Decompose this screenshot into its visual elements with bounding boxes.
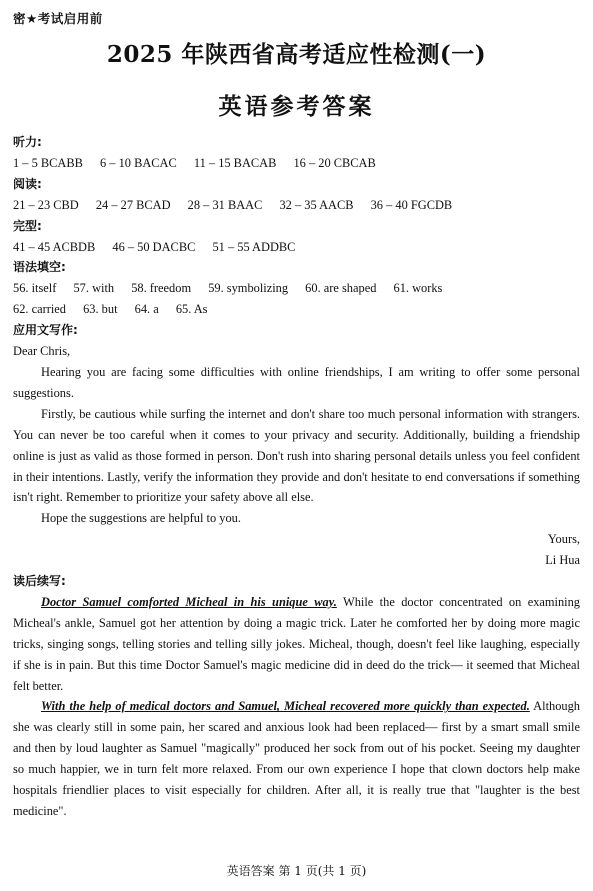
letter-closing: Yours, bbox=[547, 532, 580, 547]
listening-heading: 听力: bbox=[13, 135, 42, 149]
grammar-answer: 63. but bbox=[83, 302, 118, 317]
answer-group: 46 – 50 DACBC bbox=[112, 239, 196, 254]
continuation-heading: 读后续写: bbox=[13, 574, 66, 589]
grammar-answer: 60. are shaped bbox=[305, 281, 377, 296]
page-subtitle: 英语参考答案 bbox=[218, 94, 375, 120]
answer-group: 51 – 55 ADDBC bbox=[212, 239, 296, 254]
grammar-answer: 57. with bbox=[73, 281, 115, 296]
answer-group: 6 – 10 BACAC bbox=[100, 155, 177, 170]
continuation-paragraph bbox=[13, 696, 580, 821]
letter-paragraph: Hope the suggestions are helpful to you. bbox=[41, 511, 241, 526]
topic-sentence: Doctor Samuel comforted Micheal in his unique way. bbox=[41, 594, 337, 609]
answer-group: 32 – 35 AACB bbox=[279, 197, 354, 212]
grammar-answer: 64. a bbox=[134, 302, 159, 317]
letter-signature: Li Hua bbox=[545, 553, 580, 568]
topic-sentence: With the help of medical doctors and Samuel, Micheal recovered more quickly than expected. bbox=[41, 699, 530, 714]
answer-group: 11 – 15 BACAB bbox=[193, 155, 277, 170]
grammar-answers-row2 bbox=[13, 299, 580, 320]
reading-heading: 阅读: bbox=[13, 176, 42, 191]
answer-group: 24 – 27 BCAD bbox=[95, 197, 171, 212]
grammar-answers-row1 bbox=[13, 278, 580, 299]
continuation-paragraph bbox=[13, 592, 580, 697]
secret-mark: 密★考试启用前 bbox=[13, 11, 103, 26]
grammar-answer: 58. freedom bbox=[131, 281, 192, 296]
grammar-answer: 62. carried bbox=[13, 302, 66, 317]
page-title: 2025 年陕西省高考适应性检测(一) bbox=[106, 41, 487, 68]
answer-group: 28 – 31 BAAC bbox=[187, 197, 263, 212]
grammar-answer: 61. works bbox=[393, 281, 443, 296]
paragraph-body: Although she was clearly still in some pain, her scared and anxious look had been replaced— first by a smart small smile and then by loud laughter as Samuel "magically" produced her sock from out of his pocket. Seeing my daughter so much happier, we in turn felt more relaxed. From our own experience I hope that clown doctors help make hospitals friendlier places to visit especially for children. After all, it is really true that "laughter is the best medicine". bbox=[13, 699, 580, 818]
reading-answers bbox=[13, 195, 580, 216]
grammar-answer: 65. As bbox=[175, 302, 208, 317]
grammar-answer: 59. symbolizing bbox=[208, 281, 289, 296]
listening-answers bbox=[13, 153, 580, 174]
page-footer: 英语答案 第 1 页(共 1 页) bbox=[226, 864, 367, 878]
grammar-heading: 语法填空: bbox=[13, 260, 66, 275]
letter-paragraph: Firstly, be cautious while surfing the internet and don't share too much personal information with strangers. You can never be too careful when it comes to your privacy and security. Additionally, building a friendship online is just as valid as those formed in person. Don't rush into sharing personal details unless you feel confident in their intentions. Lastly, verify the information they provide and don't hesitate to end conversations if something isn't right. Remember to prioritize your safety above all else. bbox=[13, 406, 580, 505]
cloze-answers bbox=[13, 237, 580, 258]
paragraph-body: While the doctor concentrated on examining Micheal's ankle, Samuel got her attention by doing a magic trick. Later he comforted her by doing more magic tricks, singing songs, telling stories and telling silly jokes. Micheal, though, doesn't feel like laughing, especially if she is in pain. But this time Doctor Samuel's magic medicine did in deed do the trick— it seemed that Micheal felt better. bbox=[13, 594, 580, 693]
answer-group: 36 – 40 FGCDB bbox=[370, 197, 453, 212]
writing-heading: 应用文写作: bbox=[13, 323, 78, 338]
grammar-answer: 56. itself bbox=[13, 281, 57, 296]
answer-group: 41 – 45 ACBDB bbox=[13, 239, 96, 254]
answer-group: 21 – 23 CBD bbox=[13, 197, 79, 212]
answer-content bbox=[13, 132, 580, 822]
answer-group: 1 – 5 BCABB bbox=[13, 155, 83, 170]
letter-paragraph: Hearing you are facing some difficulties with online friendships, I am writing to offer some personal suggestions. bbox=[13, 364, 580, 400]
letter-greeting: Dear Chris, bbox=[13, 344, 71, 359]
cloze-heading: 完型: bbox=[13, 218, 42, 233]
answer-group: 16 – 20 CBCAB bbox=[293, 155, 376, 170]
